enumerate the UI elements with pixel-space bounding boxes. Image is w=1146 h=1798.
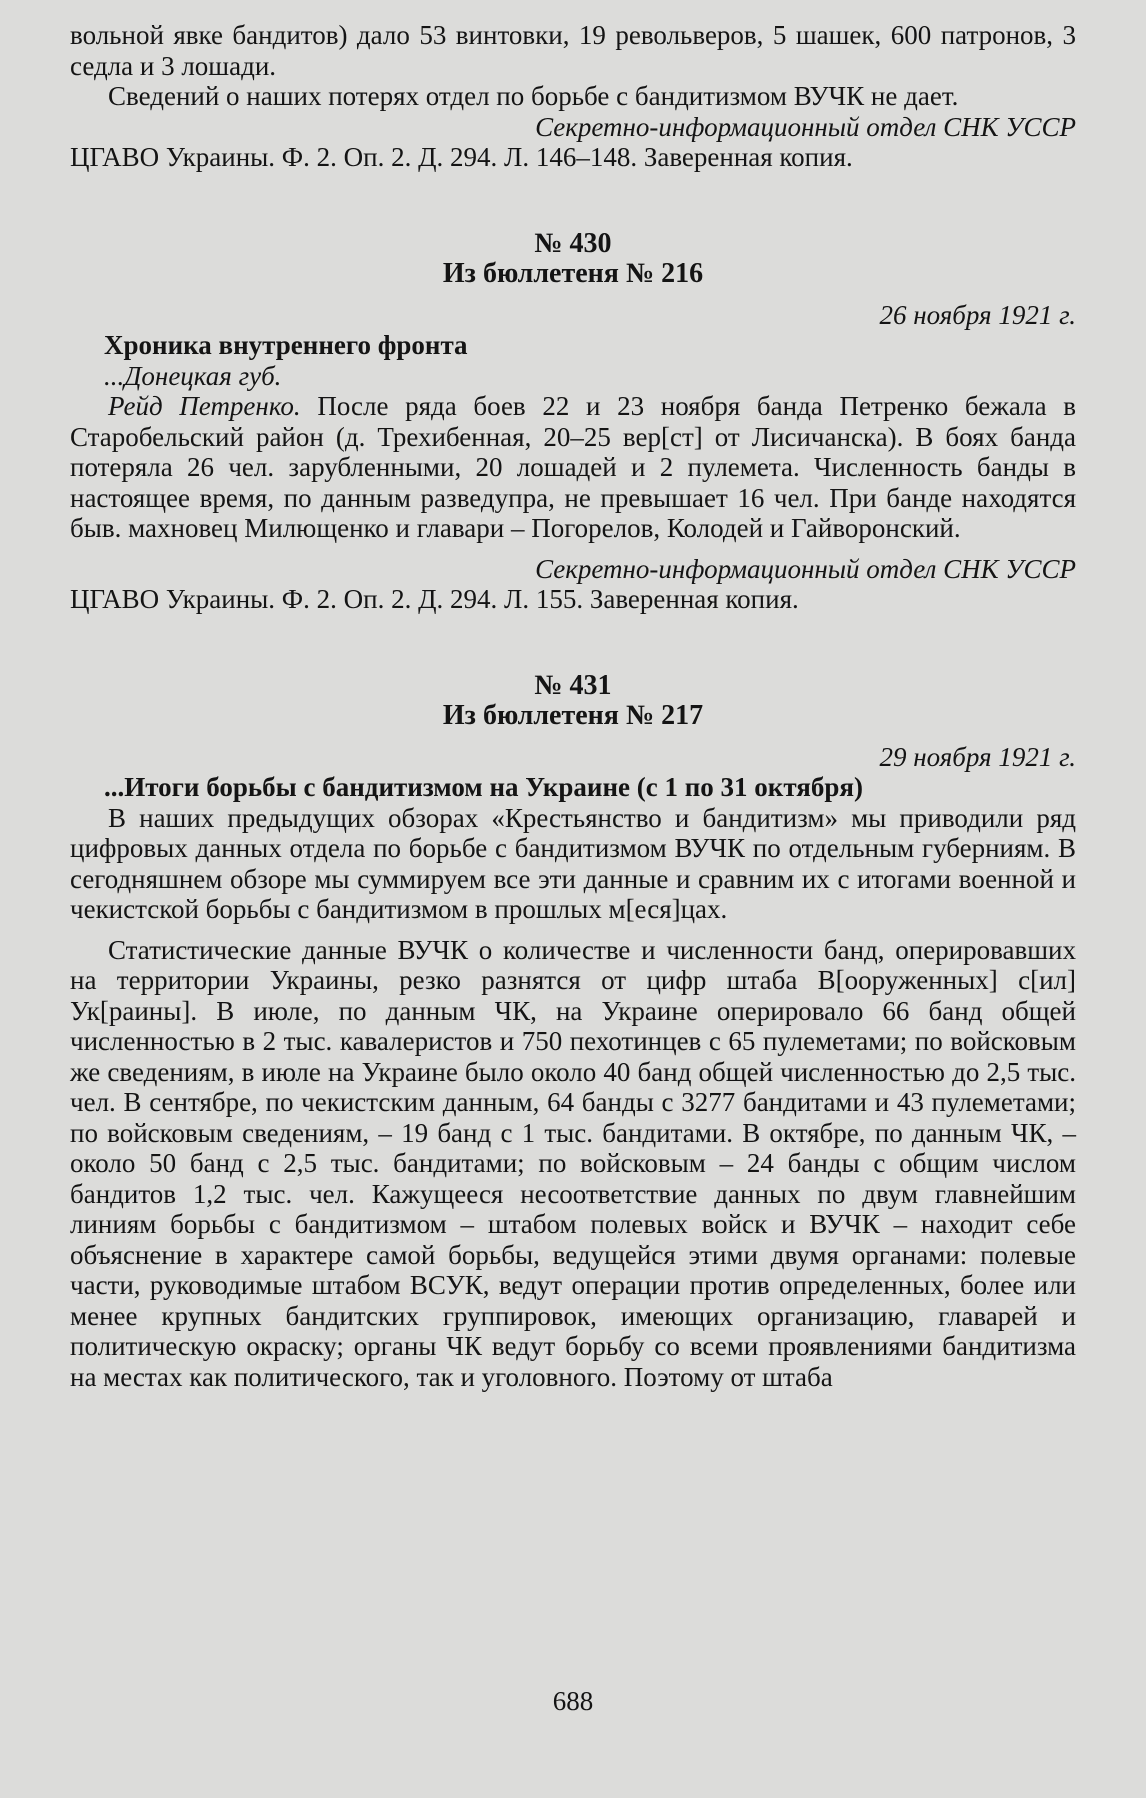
- signature-line: Секретно-информационный отдел СНК УССР: [535, 111, 1076, 142]
- overview-paragraph: В наших предыдущих обзорах «Крестьянство и бандитизм» мы приводили ряд цифровых данных отдела по борьбе с бандитизмом ВУЧК по отдельным губерниям. В сегодняшнем обзоре мы суммируем все эти данные и сравним их с итогами военной и чекистской борьбы с бандитизмом в прошлых м[еся]цах.: [70, 802, 1076, 924]
- section-heading-431: ...Итоги борьбы с бандитизмом на Украине (с 1 по 31 октября): [104, 772, 863, 802]
- archive-source-430: ЦГАВО Украины. Ф. 2. Оп. 2. Д. 294. Л. 155. Заверенная копия.: [70, 584, 799, 614]
- document-date-431: 29 ноября 1921 г.: [879, 741, 1076, 772]
- page-number: 688: [552, 1686, 594, 1716]
- section-heading-430: Хроника внутреннего фронта: [104, 330, 468, 360]
- statistics-paragraph: Статистические данные ВУЧК о количестве и численности банд, оперировавших на территории Украины, резко разнятся от цифр штаба В[ооруженных] с[ил] Ук[раины]. В июле, по данным ЧК, на Украине оперировало 66 банд общей численностью в 2 тыс. кавалеристов и 750 пехотинцев с 65 пулеметами; по войсковым же сведениям, в июле на Украине было около 40 банд общей численностью до 2,5 тыс. чел. В сентябре, по чекистским данным, 64 банды с 3277 бандитами и 43 пулеметами; по войсковым сведениям, – 19 банд с 1 тыс. бандитами. В октябре, по данным ЧК, – около 50 банд с 2,5 тыс. бандитами; по войсковым – 24 банды с общим числом бандитов 1,2 тыс. чел. Кажущееся несоответствие данных по двум главнейшим линиям борьбы с бандитизмом – штабом полевых войск и ВУЧК – находит себе объяснение в характере самой борьбы, ведущейся этими двумя органами: полевые части, руководимые штабом ВСУК, ведут операции против определенных, более или менее крупных бандитских группировок, имеющих организацию, главарей и политическую окраску; органы ЧК ведут борьбу со всеми проявлениями бандитизма на местах как политического, так и уголовного. Поэтому от штаба: [70, 934, 1076, 1392]
- region-heading: ...Донецкая губ.: [104, 360, 282, 391]
- archive-source: ЦГАВО Украины. Ф. 2. Оп. 2. Д. 294. Л. 146–148. Заверенная копия.: [70, 142, 853, 172]
- document-number-431: № 431: [534, 669, 612, 701]
- continued-paragraph: вольной явке бандитов) дало 53 винтовки, 19 револьверов, 5 шашек, 600 патронов, 3 седла и 3 лошади.: [70, 20, 1076, 81]
- document-date-430: 26 ноября 1921 г.: [879, 299, 1076, 330]
- raid-paragraph: [70, 391, 1076, 544]
- raid-lead: Рейд Петренко.: [108, 391, 301, 421]
- document-number-430: № 430: [534, 227, 612, 259]
- document-title-431: Из бюллетеня № 217: [442, 700, 704, 731]
- raid-body: После ряда боев 22 и 23 ноября банда Петренко бежала в Старобельский район (д. Трехибенная, 20–25 вер[ст] от Лисичанска). В боях банда потеряла 26 чел. зарубленными, 20 лошадей и 2 пулемета. Численность банды в настоящее время, по данным разведупра, не превышает 16 чел. При банде находятся быв. махновец Милющенко и главари – Погорелов, Колодей и Гайворонский.: [70, 391, 1076, 543]
- document-title-430: Из бюллетеня № 216: [442, 258, 704, 289]
- signature-line-430: Секретно-информационный отдел СНК УССР: [535, 553, 1076, 584]
- losses-paragraph: Сведений о наших потерях отдел по борьбе с бандитизмом ВУЧК не дает.: [108, 81, 959, 111]
